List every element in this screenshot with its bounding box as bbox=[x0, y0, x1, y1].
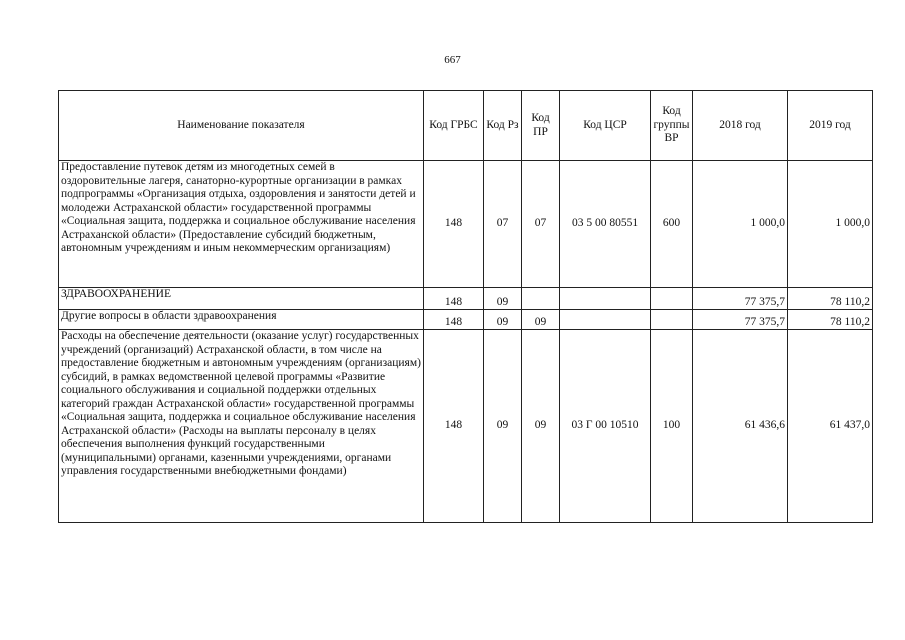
row-csr bbox=[560, 310, 651, 330]
row-rz: 09 bbox=[484, 310, 522, 330]
row-csr: 03 5 00 80551 bbox=[560, 161, 651, 288]
row-rz: 07 bbox=[484, 161, 522, 288]
row-2019: 61 437,0 bbox=[788, 330, 873, 523]
table-header-row bbox=[59, 91, 873, 161]
row-2019: 1 000,0 bbox=[788, 161, 873, 288]
header-csr: Код ЦСР bbox=[560, 91, 651, 161]
header-vr: Код группы ВР bbox=[651, 91, 693, 161]
table-row bbox=[59, 288, 873, 310]
row-rz: 09 bbox=[484, 330, 522, 523]
row-2018: 77 375,7 bbox=[693, 288, 788, 310]
row-csr bbox=[560, 288, 651, 310]
header-rz: Код Рз bbox=[484, 91, 522, 161]
row-2019: 78 110,2 bbox=[788, 288, 873, 310]
row-grbs: 148 bbox=[424, 161, 484, 288]
row-grbs: 148 bbox=[424, 330, 484, 523]
table-row bbox=[59, 330, 873, 523]
row-name: Предоставление путевок детям из многодетных семей в оздоровительные лагеря, санаторно-курортные организации в рамках подпрограммы «Организация отдыха, оздоровления и занятости детей и молодежи Астраханской области» государственной программы «Социальная защита, поддержка и социальное обслуживание населения Астраханской области» (Предоставление субсидий бюджетным, автономным учреждениям и иным некоммерческим организациям) bbox=[59, 161, 424, 288]
row-2018: 77 375,7 bbox=[693, 310, 788, 330]
row-grbs: 148 bbox=[424, 288, 484, 310]
row-pr bbox=[522, 288, 560, 310]
row-vr bbox=[651, 288, 693, 310]
header-name: Наименование показателя bbox=[59, 91, 424, 161]
row-name: Расходы на обеспечение деятельности (оказание услуг) государственных учреждений (организаций) Астраханской области, в том числе на предоставление бюджетным и автономным учреждениям (организациям) субсидий, в рамках ведомственной целевой программы «Развитие социального обслуживания и социальной поддержки отдельных категорий граждан Астраханской области» государственной программы «Социальная защита, поддержка и социальное обслуживание населения Астраханской области» (Расходы на выплаты персоналу в целях обеспечения выполнения функций государственными (муниципальными) органами, казенными учреждениями, органами управления государственными внебюджетными фондами) bbox=[59, 330, 424, 523]
row-name: ЗДРАВООХРАНЕНИЕ bbox=[59, 288, 424, 310]
row-2019: 78 110,2 bbox=[788, 310, 873, 330]
row-2018: 61 436,6 bbox=[693, 330, 788, 523]
table-row bbox=[59, 310, 873, 330]
row-2018: 1 000,0 bbox=[693, 161, 788, 288]
row-vr: 600 bbox=[651, 161, 693, 288]
header-2019: 2019 год bbox=[788, 91, 873, 161]
row-vr: 100 bbox=[651, 330, 693, 523]
row-grbs: 148 bbox=[424, 310, 484, 330]
budget-table bbox=[58, 90, 873, 523]
budget-table-container bbox=[58, 90, 873, 523]
row-vr bbox=[651, 310, 693, 330]
table-row bbox=[59, 161, 873, 288]
header-grbs: Код ГРБС bbox=[424, 91, 484, 161]
row-pr: 09 bbox=[522, 330, 560, 523]
row-rz: 09 bbox=[484, 288, 522, 310]
row-csr: 03 Г 00 10510 bbox=[560, 330, 651, 523]
header-pr: Код ПР bbox=[522, 91, 560, 161]
row-name: Другие вопросы в области здравоохранения bbox=[59, 310, 424, 330]
row-pr: 09 bbox=[522, 310, 560, 330]
page-number: 667 bbox=[444, 54, 461, 66]
row-pr: 07 bbox=[522, 161, 560, 288]
header-2018: 2018 год bbox=[693, 91, 788, 161]
